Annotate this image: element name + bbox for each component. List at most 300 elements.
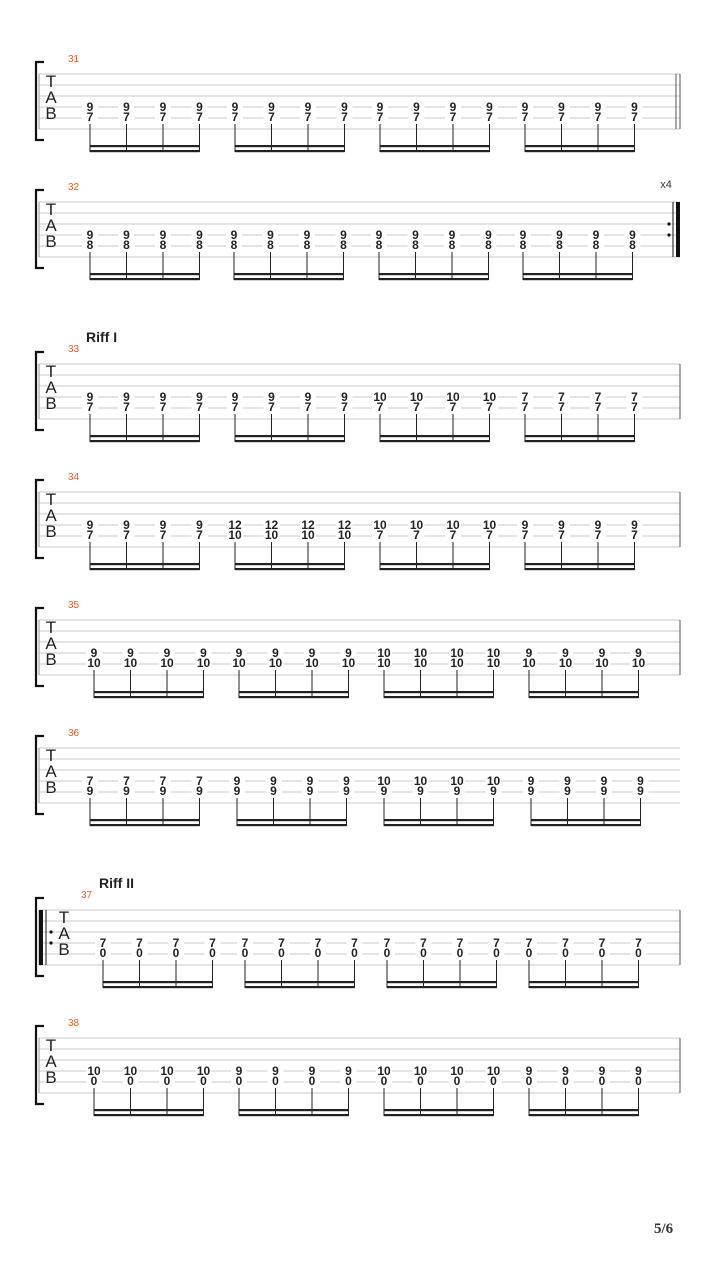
fret-number: 0	[272, 1074, 279, 1088]
fret-number: 7	[123, 528, 130, 542]
system-32	[36, 179, 680, 280]
fret-number: 9	[375, 228, 383, 242]
beam	[384, 1109, 494, 1111]
tab-clef-letter: B	[45, 394, 57, 413]
tab-clef-letter: A	[45, 506, 57, 525]
fret-number: 9	[196, 228, 203, 242]
fret-number: 9	[600, 784, 608, 798]
tab-clef-letter: B	[45, 778, 57, 797]
fret-number: 8	[267, 238, 274, 252]
fret-number: 7	[631, 528, 638, 542]
beam	[235, 150, 345, 152]
fret-number: 7	[268, 110, 275, 124]
beam	[525, 145, 635, 147]
repeat-dot	[667, 222, 670, 225]
fret-number: 8	[556, 238, 563, 252]
fret-number: 9	[594, 100, 602, 114]
fret-number: 0	[241, 946, 249, 960]
end-repeat-barline	[676, 202, 680, 257]
fret-number: 0	[420, 946, 427, 960]
tab-clef-letter: A	[45, 634, 57, 653]
fret-number: 7	[159, 528, 167, 542]
fret-number: 10	[160, 656, 174, 670]
fret-number: 9	[306, 774, 314, 788]
tab-clef-letter: A	[45, 1052, 57, 1071]
tab-clef-letter: T	[45, 362, 57, 381]
fret-number: 10	[413, 646, 428, 660]
tab-clef-letter: A	[45, 88, 57, 107]
beam	[90, 440, 200, 442]
fret-number: 7	[341, 400, 348, 414]
fret-number: 7	[314, 936, 322, 950]
fret-number: 10	[232, 656, 246, 670]
fret-number: 0	[417, 1074, 424, 1088]
fret-number: 7	[278, 936, 285, 950]
fret-number: 7	[594, 390, 602, 404]
start-repeat-barline	[39, 910, 43, 965]
beam	[531, 824, 641, 826]
fret-number: 7	[521, 528, 529, 542]
fret-number: 7	[413, 110, 420, 124]
fret-number: 9	[345, 1064, 352, 1078]
beam	[380, 145, 490, 147]
fret-number: 10	[196, 1064, 211, 1078]
fret-number: 7	[562, 936, 569, 950]
beam	[529, 1114, 639, 1116]
fret-number: 8	[340, 238, 347, 252]
fret-number: 9	[558, 518, 565, 532]
fret-number: 0	[136, 946, 143, 960]
fret-number: 7	[525, 936, 533, 950]
fret-number: 10	[123, 1064, 138, 1078]
beam	[523, 273, 633, 275]
section-label: Riff II	[99, 875, 134, 891]
fret-number: 9	[270, 784, 277, 798]
measure-number: 35	[68, 600, 80, 611]
fret-number: 7	[449, 400, 457, 414]
fret-number: 0	[383, 946, 391, 960]
fret-number: 7	[486, 400, 493, 414]
fret-number: 9	[86, 784, 94, 798]
fret-number: 7	[86, 110, 94, 124]
fret-number: 9	[86, 100, 94, 114]
beam	[384, 691, 494, 693]
fret-number: 7	[521, 400, 529, 414]
fret-number: 8	[230, 238, 238, 252]
fret-number: 10	[450, 774, 464, 788]
fret-number: 7	[86, 774, 94, 788]
fret-number: 0	[99, 946, 107, 960]
fret-number: 9	[304, 390, 312, 404]
fret-number: 0	[90, 1074, 98, 1088]
fret-number: 7	[172, 936, 180, 950]
fret-number: 10	[482, 518, 497, 532]
fret-number: 0	[525, 1074, 533, 1088]
fret-number: 9	[308, 1064, 316, 1078]
fret-number: 9	[235, 646, 243, 660]
fret-number: 9	[159, 784, 167, 798]
fret-number: 9	[123, 390, 130, 404]
measure-number: 38	[68, 1018, 80, 1029]
fret-number: 10	[486, 774, 501, 788]
beam	[90, 273, 200, 275]
fret-number: 10	[377, 646, 391, 660]
fret-number: 0	[453, 1074, 461, 1088]
fret-number: 9	[233, 774, 241, 788]
fret-number: 8	[519, 238, 527, 252]
fret-number: 0	[209, 946, 216, 960]
fret-number: 0	[598, 946, 606, 960]
fret-number: 0	[562, 1074, 569, 1088]
beam	[234, 278, 344, 280]
fret-number: 10	[373, 518, 387, 532]
beam	[239, 696, 349, 698]
fret-number: 10	[87, 1064, 101, 1078]
system-34	[36, 472, 680, 570]
fret-number: 0	[351, 946, 358, 960]
fret-number: 0	[345, 1074, 352, 1088]
fret-number: 12	[337, 518, 352, 532]
beam	[245, 981, 355, 983]
fret-number: 7	[123, 400, 130, 414]
fret-number: 10	[123, 656, 138, 670]
fret-number: 9	[527, 784, 535, 798]
beam	[235, 145, 345, 147]
fret-number: 9	[341, 100, 348, 114]
fret-number: 10	[377, 1064, 391, 1078]
fret-number: 7	[123, 774, 130, 788]
fret-number: 0	[172, 946, 180, 960]
fret-number: 9	[600, 774, 608, 788]
fret-number: 9	[562, 1064, 569, 1078]
fret-number: 9	[412, 228, 419, 242]
beam	[525, 150, 635, 152]
tab-clef-letter: T	[45, 618, 57, 637]
beam	[90, 150, 200, 152]
beam	[239, 691, 349, 693]
fret-number: 9	[592, 228, 600, 242]
fret-number: 8	[123, 238, 130, 252]
fret-number: 9	[413, 100, 420, 114]
fret-number: 0	[278, 946, 285, 960]
beam	[94, 1114, 204, 1116]
fret-number: 10	[486, 1064, 501, 1078]
fret-number: 9	[308, 646, 316, 660]
fret-number: 10	[196, 656, 211, 670]
beam	[239, 1109, 349, 1111]
fret-number: 9	[594, 518, 602, 532]
fret-number: 7	[196, 400, 203, 414]
repeat-count: x4	[660, 179, 672, 191]
system-37	[36, 875, 680, 988]
fret-number: 7	[159, 774, 167, 788]
fret-number: 9	[631, 100, 638, 114]
fret-number: 9	[556, 228, 563, 242]
beam	[90, 819, 200, 821]
beam	[529, 691, 639, 693]
fret-number: 7	[99, 936, 107, 950]
fret-number: 8	[159, 238, 167, 252]
fret-number: 7	[631, 110, 638, 124]
fret-number: 7	[196, 110, 203, 124]
fret-number: 10	[486, 656, 501, 670]
fret-number: 9	[231, 390, 239, 404]
beam	[529, 1109, 639, 1111]
fret-number: 9	[90, 646, 98, 660]
fret-number: 9	[343, 784, 350, 798]
fret-number: 7	[631, 390, 638, 404]
fret-number: 9	[196, 390, 203, 404]
beam	[235, 568, 345, 570]
fret-number: 7	[86, 400, 94, 414]
fret-number: 0	[493, 946, 500, 960]
system-35	[36, 600, 680, 698]
fret-number: 9	[127, 646, 134, 660]
fret-number: 9	[196, 518, 203, 532]
fret-number: 9	[380, 784, 388, 798]
fret-number: 7	[493, 936, 500, 950]
beam	[380, 435, 490, 437]
fret-number: 10	[450, 1064, 464, 1078]
fret-number: 10	[87, 656, 101, 670]
fret-number: 9	[123, 518, 130, 532]
fret-number: 9	[123, 100, 130, 114]
fret-number: 10	[413, 656, 428, 670]
fret-number: 9	[340, 228, 347, 242]
fret-number: 10	[595, 656, 609, 670]
beam	[531, 819, 641, 821]
fret-number: 10	[631, 656, 646, 670]
tab-clef-letter: T	[45, 1036, 57, 1055]
fret-number: 9	[196, 100, 203, 114]
fret-number: 9	[267, 228, 274, 242]
fret-number: 0	[490, 1074, 497, 1088]
fret-number: 9	[527, 774, 535, 788]
beam	[387, 981, 497, 983]
fret-number: 7	[449, 528, 457, 542]
beam	[380, 150, 490, 152]
fret-number: 9	[270, 774, 277, 788]
fret-number: 10	[228, 528, 242, 542]
beam	[235, 440, 345, 442]
fret-number: 10	[522, 656, 536, 670]
fret-number: 9	[268, 100, 275, 114]
fret-number: 9	[521, 100, 529, 114]
fret-number: 7	[231, 110, 239, 124]
fret-number: 9	[343, 774, 350, 788]
beam	[525, 568, 635, 570]
fret-number: 7	[598, 936, 606, 950]
measure-number: 37	[81, 890, 93, 901]
fret-number: 7	[304, 400, 312, 414]
fret-number: 7	[231, 400, 239, 414]
fret-number: 9	[341, 390, 348, 404]
fret-number: 7	[558, 110, 565, 124]
tab-clef-letter: A	[45, 216, 57, 235]
tab-clef-letter: T	[45, 490, 57, 509]
tab-clef-letter: T	[45, 200, 57, 219]
fret-number: 9	[629, 228, 636, 242]
fret-number: 7	[456, 936, 464, 950]
fret-number: 9	[272, 646, 279, 660]
beam	[94, 696, 204, 698]
fret-number: 7	[209, 936, 216, 950]
fret-number: 12	[301, 518, 315, 532]
fret-number: 10	[446, 390, 460, 404]
fret-number: 7	[123, 110, 130, 124]
fret-number: 0	[200, 1074, 207, 1088]
fret-number: 0	[127, 1074, 134, 1088]
fret-number: 7	[413, 528, 420, 542]
fret-number: 10	[301, 528, 315, 542]
fret-number: 9	[230, 228, 238, 242]
tab-clef-letter: A	[45, 378, 57, 397]
fret-number: 9	[485, 228, 492, 242]
fret-number: 9	[159, 228, 167, 242]
section-label: Riff I	[86, 329, 118, 345]
fret-number: 9	[303, 228, 311, 242]
beam	[384, 824, 494, 826]
fret-number: 9	[304, 100, 312, 114]
fret-number: 8	[196, 238, 203, 252]
beam	[94, 1109, 204, 1111]
fret-number: 9	[564, 784, 571, 798]
fret-number: 10	[450, 656, 464, 670]
page-number: 5/6	[654, 1221, 674, 1237]
fret-number: 9	[159, 518, 167, 532]
fret-number: 0	[635, 946, 642, 960]
tab-clef-letter: B	[45, 650, 57, 669]
beam	[525, 563, 635, 565]
fret-number: 10	[446, 518, 460, 532]
fret-number: 10	[377, 656, 391, 670]
fret-number: 10	[486, 646, 501, 660]
fret-number: 8	[375, 238, 383, 252]
fret-number: 9	[272, 1064, 279, 1078]
beam	[525, 435, 635, 437]
fret-number: 10	[337, 528, 352, 542]
fret-number: 9	[449, 100, 457, 114]
tab-clef-letter: T	[58, 908, 70, 927]
system-33	[36, 329, 680, 442]
tab-clef-letter: B	[45, 232, 57, 251]
beam	[529, 696, 639, 698]
fret-number: 0	[456, 946, 464, 960]
fret-number: 7	[376, 110, 384, 124]
beam	[239, 1114, 349, 1116]
tab-clef-letter: B	[58, 940, 70, 959]
fret-number: 0	[598, 1074, 606, 1088]
fret-number: 8	[412, 238, 419, 252]
fret-number: 9	[637, 774, 644, 788]
fret-number: 10	[413, 774, 428, 788]
fret-number: 8	[592, 238, 600, 252]
beam	[103, 986, 213, 988]
fret-number: 7	[594, 528, 602, 542]
beam	[90, 278, 200, 280]
fret-number: 7	[521, 110, 529, 124]
fret-number: 9	[521, 518, 529, 532]
fret-number: 7	[196, 774, 203, 788]
fret-number: 9	[598, 646, 606, 660]
fret-number: 9	[637, 784, 644, 798]
fret-number: 10	[341, 656, 356, 670]
fret-number: 12	[228, 518, 242, 532]
fret-number: 9	[123, 228, 130, 242]
fret-number: 9	[635, 646, 642, 660]
fret-number: 9	[233, 784, 241, 798]
fret-number: 10	[160, 1064, 174, 1078]
beam	[90, 824, 200, 826]
beam	[384, 819, 494, 821]
system-31	[36, 54, 680, 152]
fret-number: 7	[159, 110, 167, 124]
fret-number: 8	[448, 238, 456, 252]
beam	[529, 981, 639, 983]
fret-number: 9	[268, 390, 275, 404]
tab-clef-letter: T	[45, 746, 57, 765]
system-36	[36, 728, 680, 826]
beam	[387, 986, 497, 988]
fret-number: 7	[159, 400, 167, 414]
fret-number: 9	[159, 390, 167, 404]
fret-number: 9	[159, 100, 167, 114]
beam	[380, 440, 490, 442]
fret-number: 12	[264, 518, 279, 532]
fret-number: 9	[196, 784, 203, 798]
fret-number: 7	[341, 110, 348, 124]
fret-number: 0	[380, 1074, 388, 1088]
fret-number: 7	[558, 400, 565, 414]
fret-number: 9	[231, 100, 239, 114]
fret-number: 9	[306, 784, 314, 798]
fret-number: 7	[558, 528, 565, 542]
fret-number: 10	[409, 518, 424, 532]
fret-number: 9	[163, 646, 171, 660]
fret-number: 9	[417, 784, 424, 798]
repeat-dot	[49, 930, 52, 933]
fret-number: 10	[482, 390, 497, 404]
tab-clef-letter: B	[45, 522, 57, 541]
beam	[380, 563, 490, 565]
repeat-dot	[667, 233, 670, 236]
beam	[237, 819, 347, 821]
fret-number: 7	[383, 936, 391, 950]
fret-number: 0	[314, 946, 322, 960]
beam	[379, 273, 489, 275]
fret-number: 7	[594, 400, 602, 414]
beam	[90, 568, 200, 570]
measure-number: 33	[68, 344, 80, 355]
fret-number: 9	[200, 646, 207, 660]
beam	[245, 986, 355, 988]
fret-number: 0	[308, 1074, 316, 1088]
fret-number: 9	[635, 1064, 642, 1078]
fret-number: 9	[631, 518, 638, 532]
measure-number: 32	[68, 182, 80, 193]
fret-number: 9	[519, 228, 527, 242]
beam	[384, 696, 494, 698]
fret-number: 9	[598, 1064, 606, 1078]
fret-number: 9	[525, 646, 533, 660]
measure-number: 36	[68, 728, 80, 739]
beam	[234, 273, 344, 275]
beam	[235, 563, 345, 565]
fret-number: 7	[351, 936, 358, 950]
fret-number: 10	[264, 528, 279, 542]
beam	[379, 278, 489, 280]
beam	[529, 986, 639, 988]
